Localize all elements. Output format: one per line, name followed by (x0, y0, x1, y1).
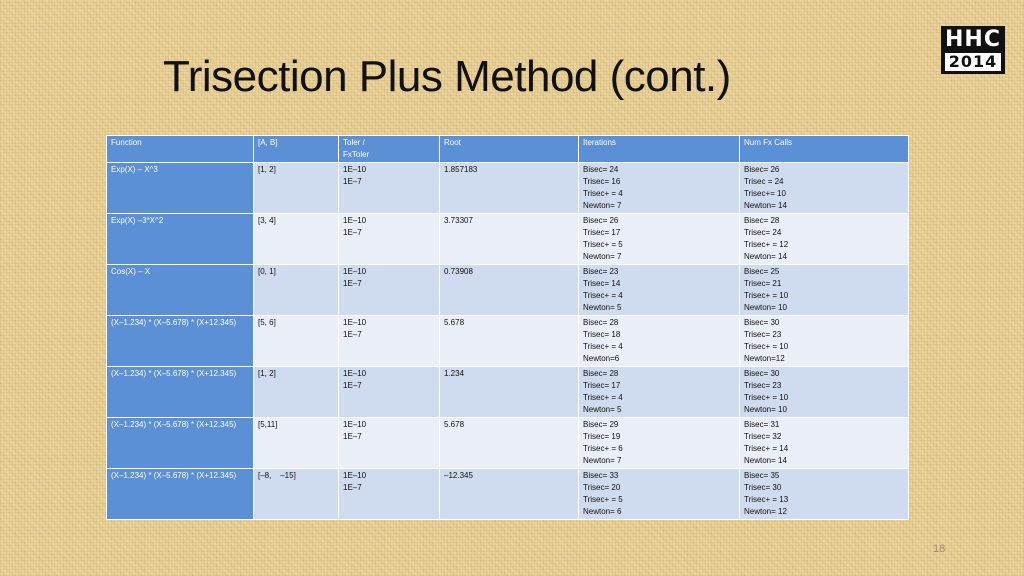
header-toler (339, 136, 440, 163)
iteration-count: Newton= 7 (583, 201, 622, 210)
iteration-count: Trisec+ = 5 (583, 240, 623, 249)
toler-value: 1E–7 (343, 228, 362, 237)
fx-call-count: Trisec+ = 13 (744, 495, 789, 504)
cell-iterations (579, 316, 740, 367)
cell-toler (339, 418, 440, 469)
cell-num-fx-calls (740, 367, 909, 418)
table-row (107, 469, 909, 520)
fx-call-count: Trisec+= 10 (744, 189, 786, 198)
cell-interval: [1, 2] (254, 163, 339, 214)
fx-call-count: Trisec+ = 12 (744, 240, 789, 249)
table-row (107, 214, 909, 265)
cell-function: (X–1.234) * (X–5.678) * (X+12.345) (107, 367, 254, 418)
fx-call-count: Newton= 14 (744, 201, 787, 210)
iteration-count: Bisec= 24 (583, 165, 619, 174)
cell-root: –12.345 (440, 469, 579, 520)
cell-iterations (579, 469, 740, 520)
iteration-count: Trisec= 17 (583, 381, 621, 390)
fx-call-count: Trisec= 21 (744, 279, 782, 288)
cell-iterations (579, 163, 740, 214)
cell-root: 0.73908 (440, 265, 579, 316)
toler-value: 1E–7 (343, 330, 362, 339)
iteration-count: Bisec= 23 (583, 267, 619, 276)
fx-call-count: Trisec= 24 (744, 228, 782, 237)
fx-call-count: Trisec= 23 (744, 381, 782, 390)
cell-function: Cos(X) – X (107, 265, 254, 316)
iteration-count: Trisec= 18 (583, 330, 621, 339)
fx-call-count: Trisec= 32 (744, 432, 782, 441)
header-toler-text: Toler / FxToler (343, 138, 370, 159)
cell-function: Exp(X) – X^3 (107, 163, 254, 214)
cell-interval: [0, 1] (254, 265, 339, 316)
iteration-count: Bisec= 26 (583, 216, 619, 225)
fx-call-count: Newton= 14 (744, 456, 787, 465)
cell-num-fx-calls (740, 214, 909, 265)
table-row (107, 163, 909, 214)
cell-function: Exp(X) –3*X^2 (107, 214, 254, 265)
cell-num-fx-calls (740, 265, 909, 316)
cell-toler (339, 316, 440, 367)
header-num-fx-calls: Num Fx Calls (740, 136, 909, 163)
toler-value: 1E–10 (343, 471, 367, 480)
fx-call-count: Bisec= 25 (744, 267, 780, 276)
header-interval: [A, B] (254, 136, 339, 163)
hhc-logo (941, 26, 1005, 74)
iteration-count: Trisec= 16 (583, 177, 621, 186)
results-table (106, 135, 909, 520)
fx-call-count: Newton=12 (744, 354, 785, 363)
cell-function: (X–1.234) * (X–5.678) * (X+12.345) (107, 316, 254, 367)
iteration-count: Trisec+ = 4 (583, 189, 623, 198)
cell-toler (339, 214, 440, 265)
fx-call-count: Trisec+ = 10 (744, 393, 789, 402)
fx-call-count: Trisec+ = 14 (744, 444, 789, 453)
toler-value: 1E–7 (343, 279, 362, 288)
fx-call-count: Newton= 10 (744, 405, 787, 414)
cell-root: 1.857183 (440, 163, 579, 214)
iteration-count: Trisec= 19 (583, 432, 621, 441)
cell-num-fx-calls (740, 163, 909, 214)
cell-root: 1.234 (440, 367, 579, 418)
cell-toler (339, 469, 440, 520)
toler-value: 1E–7 (343, 483, 362, 492)
table-row (107, 418, 909, 469)
iteration-count: Trisec= 14 (583, 279, 621, 288)
toler-value: 1E–10 (343, 216, 367, 225)
table-body (107, 163, 909, 520)
cell-function: (X–1.234) * (X–5.678) * (X+12.345) (107, 469, 254, 520)
fx-call-count: Bisec= 30 (744, 369, 780, 378)
iteration-count: Newton= 7 (583, 252, 622, 261)
fx-call-count: Bisec= 26 (744, 165, 780, 174)
cell-interval: [–8, –15] (254, 469, 339, 520)
toler-value: 1E–7 (343, 177, 362, 186)
iteration-count: Trisec= 17 (583, 228, 621, 237)
fx-call-count: Trisec+ = 10 (744, 291, 789, 300)
iteration-count: Newton= 6 (583, 507, 622, 516)
iteration-count: Newton= 5 (583, 303, 622, 312)
iteration-count: Newton= 7 (583, 456, 622, 465)
cell-num-fx-calls (740, 316, 909, 367)
cell-iterations (579, 367, 740, 418)
toler-value: 1E–7 (343, 432, 362, 441)
fx-call-count: Trisec= 23 (744, 330, 782, 339)
header-function: Function (107, 136, 254, 163)
cell-toler (339, 163, 440, 214)
cell-interval: [1, 2] (254, 367, 339, 418)
table-row (107, 316, 909, 367)
iteration-count: Bisec= 33 (583, 471, 619, 480)
cell-function: (X–1.234) * (X–5.678) * (X+12.345) (107, 418, 254, 469)
toler-value: 1E–10 (343, 267, 367, 276)
cell-root: 5.678 (440, 418, 579, 469)
iteration-count: Newton= 5 (583, 405, 622, 414)
fx-call-count: Newton= 10 (744, 303, 787, 312)
table-row (107, 367, 909, 418)
fx-call-count: Newton= 14 (744, 252, 787, 261)
fx-call-count: Trisec+ = 10 (744, 342, 789, 351)
toler-value: 1E–10 (343, 165, 367, 174)
toler-value: 1E–10 (343, 318, 367, 327)
fx-call-count: Trisec= 30 (744, 483, 782, 492)
cell-num-fx-calls (740, 418, 909, 469)
table-row (107, 265, 909, 316)
toler-value: 1E–7 (343, 381, 362, 390)
iteration-count: Trisec+ = 4 (583, 393, 623, 402)
iteration-count: Trisec= 20 (583, 483, 621, 492)
fx-call-count: Bisec= 31 (744, 420, 780, 429)
iteration-count: Bisec= 28 (583, 369, 619, 378)
table-header-row (107, 136, 909, 163)
logo-text-year: 2014 (945, 53, 1002, 71)
cell-num-fx-calls (740, 469, 909, 520)
slide-title: Trisection Plus Method (cont.) (163, 52, 731, 101)
cell-interval: [5, 6] (254, 316, 339, 367)
cell-toler (339, 367, 440, 418)
fx-call-count: Bisec= 30 (744, 318, 780, 327)
fx-call-count: Bisec= 35 (744, 471, 780, 480)
cell-root: 5.678 (440, 316, 579, 367)
fx-call-count: Bisec= 28 (744, 216, 780, 225)
iteration-count: Trisec+ = 4 (583, 291, 623, 300)
iteration-count: Newton=6 (583, 354, 620, 363)
cell-iterations (579, 214, 740, 265)
iteration-count: Trisec+ = 5 (583, 495, 623, 504)
cell-iterations (579, 418, 740, 469)
fx-call-count: Trisec = 24 (744, 177, 784, 186)
cell-toler (339, 265, 440, 316)
toler-value: 1E–10 (343, 420, 367, 429)
iteration-count: Trisec+ = 4 (583, 342, 623, 351)
cell-interval: [5,11] (254, 418, 339, 469)
header-root: Root (440, 136, 579, 163)
iteration-count: Bisec= 29 (583, 420, 619, 429)
iteration-count: Trisec+ = 6 (583, 444, 623, 453)
fx-call-count: Newton= 12 (744, 507, 787, 516)
cell-root: 3.73307 (440, 214, 579, 265)
cell-interval: [3, 4] (254, 214, 339, 265)
header-iterations: Iterations (579, 136, 740, 163)
logo-text-top: HHC (945, 27, 1001, 52)
page-number: 18 (933, 543, 946, 555)
toler-value: 1E–10 (343, 369, 367, 378)
iteration-count: Bisec= 28 (583, 318, 619, 327)
cell-iterations (579, 265, 740, 316)
